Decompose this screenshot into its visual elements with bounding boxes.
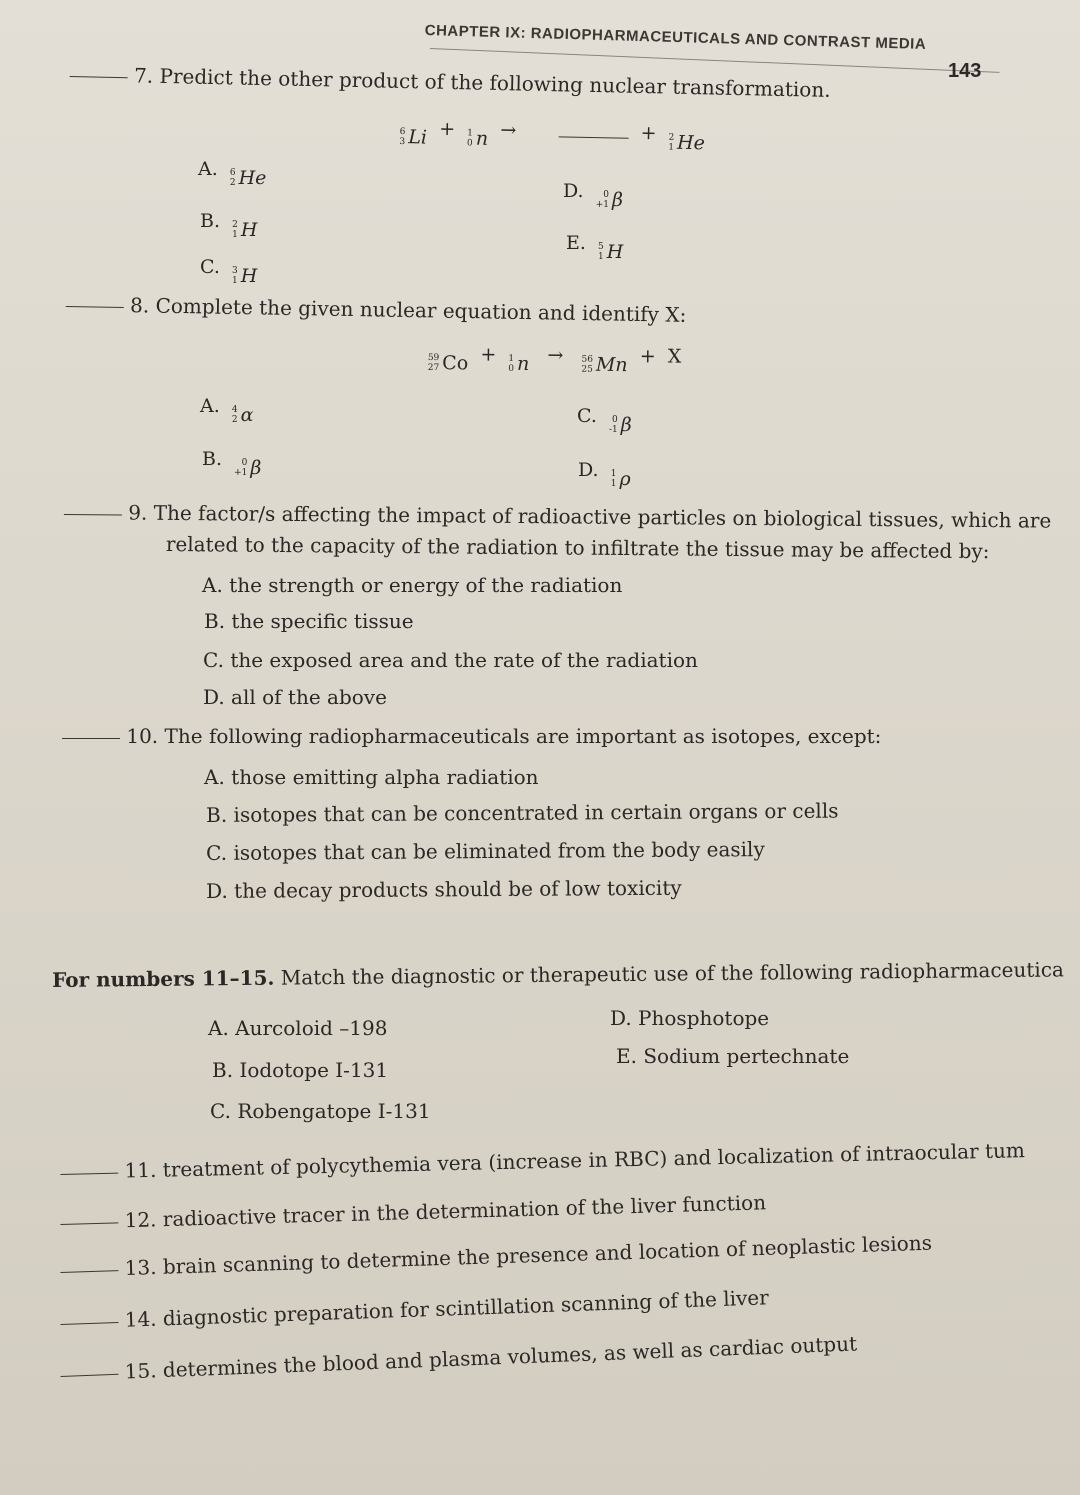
answer-blank[interactable] [70, 74, 128, 77]
question-number: 8. [129, 293, 150, 318]
question-number: 7. [133, 63, 154, 88]
answer-blank[interactable] [64, 512, 122, 515]
answer-blank[interactable] [62, 737, 120, 739]
option-10b[interactable]: B. isotopes that can be concentrated in certain organs or cells [206, 798, 839, 827]
option-9b[interactable]: B. the specific tissue [204, 609, 414, 633]
choice-d: D. Phosphotope [610, 1006, 770, 1030]
answer-blank[interactable] [60, 1269, 118, 1273]
page-number: 143 [948, 60, 982, 82]
question-text: The following radiopharmaceuticals are important as isotopes, except: [164, 724, 882, 748]
matching-item-15: 15. determines the blood and plasma volumes, as well as cardiac output [60, 1331, 857, 1386]
answer-blank[interactable] [60, 1320, 118, 1324]
product-blank[interactable] [558, 136, 628, 138]
option-8d[interactable]: D. 1 1 ρ [578, 459, 631, 490]
question-10 [62, 724, 881, 748]
matching-item-13: 13. brain scanning to determine the presence and location of neoplastic lesions [60, 1231, 932, 1282]
option-8c[interactable]: C. 0 -1 β [577, 405, 632, 436]
choice-a: A. Aurcoloid –198 [208, 1016, 388, 1040]
question-8 [66, 292, 687, 327]
option-10a[interactable]: A. those emitting alpha radiation [204, 765, 539, 789]
chapter-title: CHAPTER IX: RADIOPHARMACEUTICALS AND CONTRAST MEDIA [424, 22, 927, 53]
question-number: 9. [128, 500, 148, 525]
equation-7: 6 3 Li + 1 0 n → + 2 1 He [399, 117, 706, 155]
question-9-line2: related to the capacity of the radiation to infiltrate the tissue may be affected by: [165, 532, 990, 564]
question-text: The factor/s affecting the impact of radioactive particles on biological tissues, which are [153, 500, 1052, 533]
option-7c[interactable]: C. 3 1 H [200, 256, 258, 287]
option-7e[interactable]: E. 5 1 H [566, 232, 624, 263]
option-7d[interactable]: D. 0 +1 β [563, 180, 623, 211]
equation-8: 59 27 Co + 1 0 n → 56 25 Mn + X [427, 343, 682, 377]
option-10c[interactable]: C. isotopes that can be eliminated from the body easily [206, 837, 765, 865]
question-text: Complete the given nuclear equation and identify X: [155, 293, 687, 327]
option-7a[interactable]: A. 6 2 He [198, 158, 267, 189]
option-9c[interactable]: C. the exposed area and the rate of the radiation [203, 648, 698, 672]
answer-blank[interactable] [60, 1372, 118, 1376]
option-10d[interactable]: D. the decay products should be of low toxicity [206, 875, 682, 903]
matching-item-14: 14. diagnostic preparation for scintillation scanning of the liver [60, 1285, 769, 1334]
choice-e: E. Sodium pertechnate [616, 1044, 850, 1068]
answer-blank[interactable] [60, 1221, 118, 1225]
option-9d[interactable]: D. all of the above [203, 685, 387, 709]
matching-instructions: For numbers 11–15. Match the diagnostic or therapeutic use of the following radiopharmaceutica [52, 957, 1065, 992]
option-8b[interactable]: B. 0 +1 β [202, 448, 262, 479]
answer-blank[interactable] [60, 1171, 118, 1174]
answer-blank[interactable] [66, 304, 124, 307]
question-7 [69, 62, 830, 102]
question-text: Predict the other product of the following nuclear transformation. [159, 63, 831, 102]
question-number: 10. [126, 724, 159, 748]
option-8a[interactable]: A. 4 2 α [200, 395, 254, 426]
question-9 [64, 500, 1052, 533]
matching-item-11: 11. treatment of polycythemia vera (increase in RBC) and localization of intraocular tum [60, 1137, 1080, 1184]
choice-b: B. Iodotope I-131 [212, 1058, 389, 1082]
choice-c: C. Robengatope I-131 [210, 1099, 431, 1123]
option-9a[interactable]: A. the strength or energy of the radiation [202, 573, 623, 597]
matching-item-12: 12. radioactive tracer in the determination of the liver function [60, 1190, 766, 1234]
option-7b[interactable]: B. 2 1 H [200, 210, 258, 241]
